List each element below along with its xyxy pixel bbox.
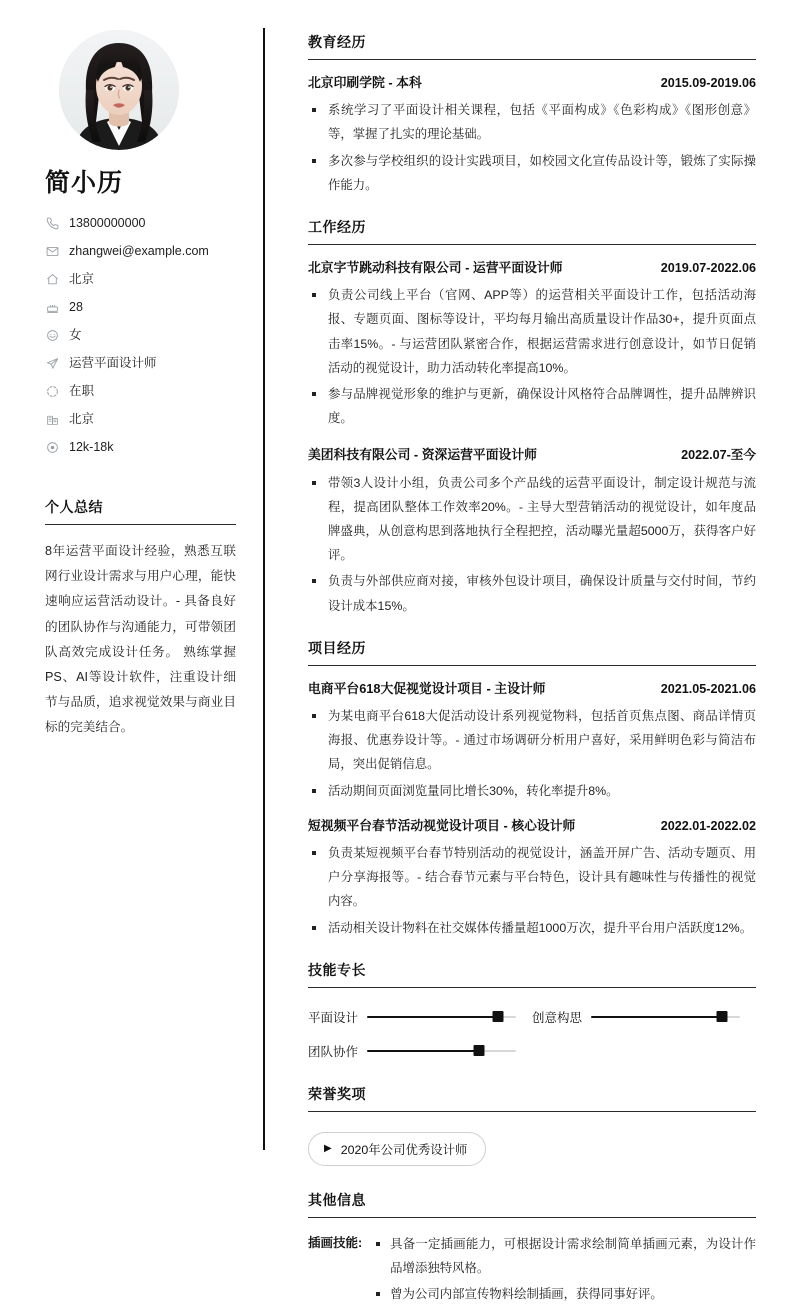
column-divider bbox=[263, 28, 265, 1150]
project-entry bbox=[308, 817, 756, 940]
contact-item-phone bbox=[45, 216, 236, 231]
entry-bullets bbox=[308, 283, 756, 430]
other-info-group bbox=[308, 1232, 756, 1308]
home-icon bbox=[45, 273, 59, 287]
avatar bbox=[59, 30, 179, 150]
skill-slider[interactable] bbox=[367, 1010, 516, 1024]
person-name: 简小历 bbox=[45, 169, 124, 197]
skill-knob[interactable] bbox=[473, 1045, 484, 1056]
building-icon bbox=[45, 413, 59, 427]
summary-section bbox=[45, 497, 236, 741]
contact-item-job-title bbox=[45, 356, 236, 371]
avatar-photo bbox=[59, 30, 179, 150]
projects-section bbox=[308, 638, 756, 940]
contact-value: 女 bbox=[69, 328, 82, 342]
target-icon bbox=[45, 441, 59, 455]
bullet-item: 活动相关设计物料在社交媒体传播量超1000万次，提升平台用户活跃度12%。 bbox=[308, 916, 756, 940]
gender-icon bbox=[45, 329, 59, 343]
entry-title: 电商平台618大促视觉设计项目 - 主设计师 bbox=[308, 680, 546, 696]
contact-value: zhangwei@example.com bbox=[69, 244, 209, 258]
contact-value: 北京 bbox=[69, 412, 95, 426]
status-ring-icon bbox=[45, 385, 59, 399]
entry-bullets bbox=[308, 704, 756, 803]
entry-title: 北京字节跳动科技有限公司 - 运营平面设计师 bbox=[308, 260, 563, 276]
skills-heading: 技能专长 bbox=[308, 960, 756, 988]
award-chip[interactable] bbox=[308, 1132, 486, 1166]
education-section bbox=[308, 32, 756, 197]
skill-slider[interactable] bbox=[591, 1010, 740, 1024]
skill-label: 创意构思 bbox=[532, 1010, 583, 1025]
summary-text: 8年运营平面设计经验，熟悉互联网行业设计需求与用户心理，能快速响应运营活动设计。- 具备良好的团队协作与沟通能力，可带领团队高效完成设计任务。 熟练掌握PS、AI等设计软件，注重设计细节与品质，追求视觉效果与商业目标的完美结合。 bbox=[45, 544, 236, 735]
other-info-body bbox=[362, 1232, 756, 1308]
bullet-item: 负责公司线上平台（官网、APP等）的运营相关平面设计工作，包括活动海报、专题页面、图标等设计，平均每月输出高质量设计作品30+，提升页面点击率15%。- 与运营团队紧密合作，根据运营需求进行创意设计，如节日促销活动的视觉设计，助力活动转化率提高10%。 bbox=[308, 283, 756, 380]
entry-date: 2022.01-2022.02 bbox=[660, 818, 756, 833]
contact-value: 28 bbox=[69, 300, 83, 314]
contact-list bbox=[45, 216, 236, 455]
contact-item-location bbox=[45, 412, 236, 427]
skill-item bbox=[308, 1008, 532, 1026]
education-heading: 教育经历 bbox=[308, 32, 756, 60]
entry-date: 2019.07-2022.06 bbox=[660, 261, 756, 276]
entry-date: 2015.09-2019.06 bbox=[660, 76, 756, 90]
entry-title: 北京印刷学院 - 本科 bbox=[308, 75, 422, 90]
skill-slider[interactable] bbox=[367, 1044, 516, 1058]
bullet-item: 负责某短视频平台春节特别活动的视觉设计，涵盖开屏广告、活动专题页、用户分享海报等。- 结合春节元素与平台特色，设计具有趣味性与传播性的视觉内容。 bbox=[308, 841, 756, 914]
bullet-item: 曾为公司内部宣传物料绘制插画，获得同事好评。 bbox=[368, 1282, 756, 1306]
bullet-item: 为某电商平台618大促活动设计系列视觉物料，包括首页焦点图、商品详情页海报、优惠券设计等。- 通过市场调研分析用户喜好，采用鲜明色彩与简洁布局，突出促销信息。 bbox=[308, 704, 756, 777]
entry-bullets bbox=[308, 98, 756, 197]
entry-date: 2021.05-2021.06 bbox=[660, 681, 756, 696]
bullet-item: 带领3人设计小组，负责公司多个产品线的运营平面设计，制定设计规范与流程，提高团队整体工作效率20%。- 主导大型营销活动的视觉设计，如年度品牌盛典，从创意构思到落地执行全程把控，活动曝光量超5000万，获得客户好评。 bbox=[308, 471, 756, 568]
other-info-section bbox=[308, 1190, 756, 1308]
skill-label: 平面设计 bbox=[308, 1010, 359, 1025]
entry-date: 2022.07-至今 bbox=[681, 448, 756, 463]
bullet-item: 负责与外部供应商对接，审核外包设计项目，确保设计质量与交付时间，节约设计成本15%。 bbox=[308, 569, 756, 617]
entry-header bbox=[308, 680, 756, 697]
work-section bbox=[308, 217, 756, 618]
sidebar bbox=[0, 0, 264, 1182]
entry-title: 短视频平台春节活动视觉设计项目 - 核心设计师 bbox=[308, 817, 576, 833]
contact-value: 在职 bbox=[69, 384, 95, 398]
cake-icon bbox=[45, 301, 59, 315]
work-entry bbox=[308, 259, 756, 430]
entry-header bbox=[308, 817, 756, 834]
other-bullets bbox=[368, 1232, 756, 1307]
entry-bullets bbox=[308, 471, 756, 618]
skills-section bbox=[308, 960, 756, 1064]
awards-heading: 荣誉奖项 bbox=[308, 1084, 756, 1112]
bullet-item: 活动期间页面浏览量同比增长30%，转化率提升8%。 bbox=[308, 779, 756, 803]
entry-header bbox=[308, 259, 756, 276]
entry-header bbox=[308, 74, 756, 91]
skills-grid bbox=[308, 1002, 756, 1064]
project-entry bbox=[308, 680, 756, 803]
skill-knob[interactable] bbox=[493, 1011, 504, 1022]
contact-item-salary bbox=[45, 440, 236, 455]
bullet-item: 参与品牌视觉形象的维护与更新，确保设计风格符合品牌调性，提升品牌辨识度。 bbox=[308, 382, 756, 430]
work-heading: 工作经历 bbox=[308, 217, 756, 245]
contact-value: 12k-18k bbox=[69, 440, 114, 454]
skill-knob[interactable] bbox=[717, 1011, 728, 1022]
contact-item-gender bbox=[45, 328, 236, 343]
main-column bbox=[264, 0, 794, 1302]
entry-bullets bbox=[308, 841, 756, 940]
bullet-item: 多次参与学校组织的设计实践项目，如校园文化宣传品设计等，锻炼了实际操作能力。 bbox=[308, 149, 756, 197]
play-triangle-icon: ▶ bbox=[324, 1142, 332, 1154]
bullet-item: 系统学习了平面设计相关课程，包括《平面构成》《色彩构成》《图形创意》等，掌握了扎实的理论基础。 bbox=[308, 98, 756, 146]
projects-heading: 项目经历 bbox=[308, 638, 756, 666]
skill-fill bbox=[591, 1016, 722, 1019]
skill-label: 团队协作 bbox=[308, 1044, 359, 1059]
education-entry bbox=[308, 74, 756, 197]
awards-section bbox=[308, 1084, 756, 1170]
skill-fill bbox=[367, 1016, 498, 1019]
phone-icon bbox=[45, 217, 59, 231]
contact-value: 13800000000 bbox=[69, 216, 146, 230]
contact-item-age bbox=[45, 300, 236, 315]
contact-item-email bbox=[45, 244, 236, 259]
contact-value: 北京 bbox=[69, 272, 95, 286]
skill-fill bbox=[367, 1050, 479, 1053]
award-label: 2020年公司优秀设计师 bbox=[340, 1142, 468, 1157]
other-info-label: 插画技能: bbox=[308, 1235, 363, 1250]
entry-header bbox=[308, 444, 756, 463]
summary-heading: 个人总结 bbox=[45, 497, 236, 525]
other-info-heading: 其他信息 bbox=[308, 1190, 756, 1218]
paper-plane-icon bbox=[45, 357, 59, 371]
contact-value: 运营平面设计师 bbox=[69, 356, 157, 370]
contact-item-hometown bbox=[45, 272, 236, 287]
skill-item bbox=[308, 1042, 532, 1060]
envelope-icon bbox=[45, 245, 59, 259]
contact-item-status bbox=[45, 384, 236, 399]
entry-title: 美团科技有限公司 - 资深运营平面设计师 bbox=[308, 447, 537, 463]
work-entry bbox=[308, 444, 756, 617]
skill-item bbox=[532, 1008, 756, 1026]
awards-row bbox=[308, 1126, 756, 1170]
bullet-item: 具备一定插画能力，可根据设计需求绘制简单插画元素，为设计作品增添独特风格。 bbox=[368, 1232, 756, 1280]
